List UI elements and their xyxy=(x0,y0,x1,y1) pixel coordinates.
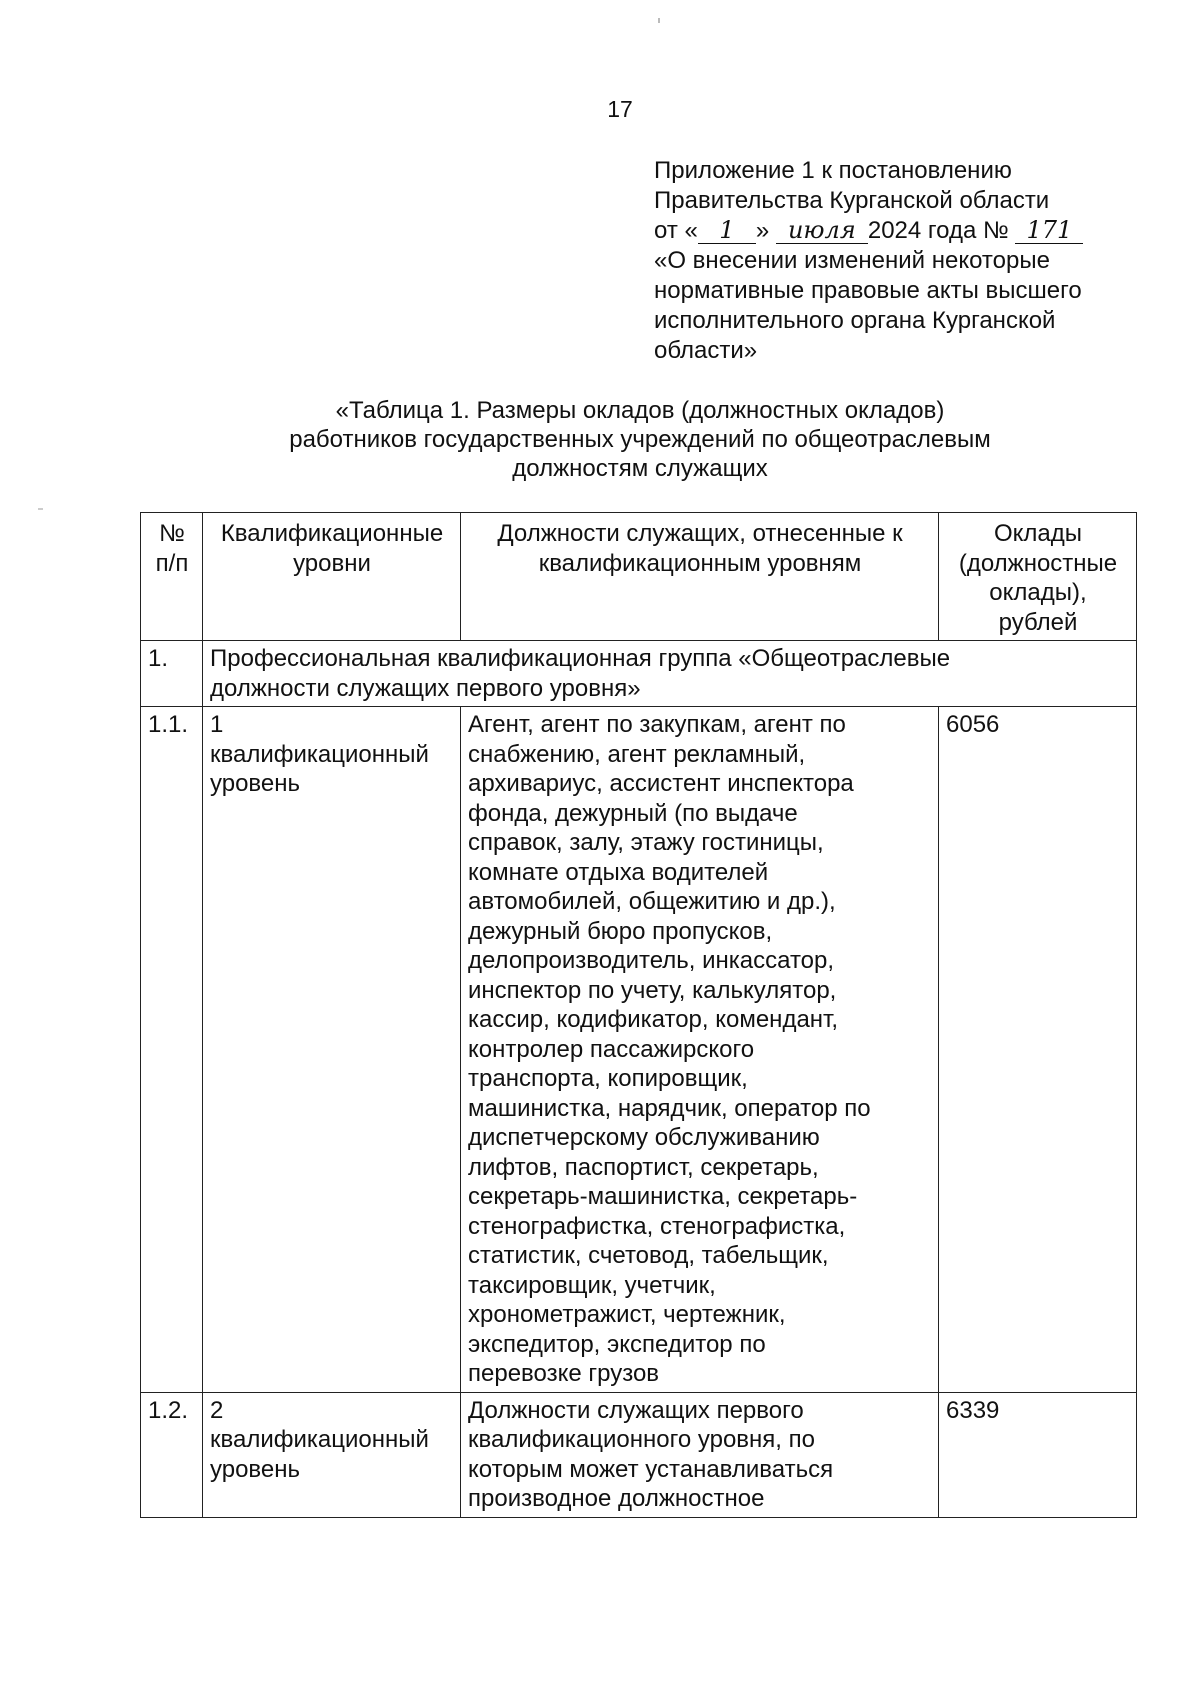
header-text: п/п xyxy=(155,549,189,577)
header-text: рублей xyxy=(998,608,1078,636)
handwritten-doc-number: 171 xyxy=(1015,219,1083,244)
positions-line: комнате отдыха водителей xyxy=(468,858,769,886)
table-title-line: должностям служащих xyxy=(512,455,768,482)
header-text: (должностные xyxy=(958,549,1118,577)
positions-line: машинистка, нарядчик, оператор по xyxy=(468,1094,871,1122)
handwritten-month: июля xyxy=(776,219,868,244)
positions-line: Агент, агент по закупкам, агент по xyxy=(468,711,846,738)
group-number: 1. xyxy=(141,641,203,707)
group-title-line: должности служащих первого уровня» xyxy=(210,674,641,702)
salary-table xyxy=(140,512,1137,1518)
table-header-row xyxy=(141,513,1137,641)
positions-line: делопроизводитель, инкассатор, xyxy=(468,947,835,974)
header-text: Квалификационные xyxy=(220,520,444,547)
positions-line: секретарь-машинистка, секретарь- xyxy=(468,1183,858,1210)
header-text: оклады), xyxy=(989,579,1087,606)
header-number xyxy=(141,513,203,641)
row-positions xyxy=(461,1392,939,1517)
table-row xyxy=(141,1392,1137,1517)
positions-line: инспектор по учету, калькулятор, xyxy=(468,976,837,1004)
level-text: 1 xyxy=(210,711,224,738)
appendix-line: Приложение 1 к постановлению xyxy=(654,157,1012,184)
header-text: квалификационным уровням xyxy=(538,549,862,577)
positions-line: транспорта, копировщик, xyxy=(468,1065,748,1092)
date-mid: » xyxy=(755,217,770,244)
handwritten-day: 1 xyxy=(698,219,756,244)
level-text: уровень xyxy=(210,770,301,797)
level-text: квалификационный xyxy=(210,740,429,768)
positions-line: хронометражист, чертежник, xyxy=(468,1301,786,1328)
appendix-block xyxy=(654,156,1174,366)
positions-line: стенографистка, стенографистка, xyxy=(468,1212,846,1240)
level-text: уровень xyxy=(210,1455,301,1483)
date-year: 2024 года № xyxy=(867,217,1009,244)
row-salary: 6056 xyxy=(939,707,1137,1393)
table-row xyxy=(141,707,1137,1393)
positions-line: дежурный бюро пропусков, xyxy=(468,917,773,945)
level-text: квалификационный xyxy=(210,1426,429,1453)
header-text: Должности служащих, отнесенные к xyxy=(497,520,903,547)
appendix-line: Правительства Курганской области xyxy=(654,187,1050,214)
positions-line: контролер пассажирского xyxy=(468,1035,755,1063)
positions-line: фонда, дежурный (по выдаче xyxy=(468,799,798,827)
appendix-line: исполнительного органа Курганской xyxy=(654,307,1056,334)
positions-line: автомобилей, общежитию и др.), xyxy=(468,888,836,915)
group-row xyxy=(141,641,1137,707)
positions-line: перевозке грузов xyxy=(468,1360,660,1387)
table-title xyxy=(140,396,1140,483)
positions-line: снабжению, агент рекламный, xyxy=(468,740,806,768)
header-text: Оклады xyxy=(993,520,1083,547)
group-title-line: Профессиональная квалификационная группа «Общеотраслевые xyxy=(210,645,951,672)
row-level xyxy=(203,707,461,1393)
positions-line: экспедитор, экспедитор по xyxy=(468,1330,766,1358)
positions-line: справок, залу, этажу гостиницы, xyxy=(468,829,824,856)
positions-line: диспетчерскому обслуживанию xyxy=(468,1124,820,1151)
positions-line: которым может устанавливаться xyxy=(468,1455,834,1483)
header-levels xyxy=(203,513,461,641)
group-title xyxy=(203,641,1137,707)
header-text: уровни xyxy=(293,549,371,577)
positions-line: производное должностное xyxy=(468,1485,765,1512)
appendix-line: нормативные правовые акты высшего xyxy=(654,277,1082,304)
positions-line: лифтов, паспортист, секретарь, xyxy=(468,1153,819,1181)
row-level xyxy=(203,1392,461,1517)
date-prefix: от « xyxy=(654,217,698,244)
positions-line: статистик, счетовод, табельщик, xyxy=(468,1242,829,1269)
appendix-line: области» xyxy=(654,337,758,364)
positions-line: таксировщик, учетчик, xyxy=(468,1271,716,1299)
header-positions xyxy=(461,513,939,641)
row-number: 1.1. xyxy=(141,707,203,1393)
appendix-line: «О внесении изменений некоторые xyxy=(654,247,1050,274)
positions-line: кассир, кодификатор, комендант, xyxy=(468,1006,839,1033)
scan-speck xyxy=(38,508,43,510)
row-number: 1.2. xyxy=(141,1392,203,1517)
scan-speck xyxy=(658,18,660,23)
table-title-line: работников государственных учреждений по общеотраслевым xyxy=(289,426,991,453)
appendix-date-line xyxy=(654,216,1174,246)
positions-line: Должности служащих первого xyxy=(468,1396,804,1424)
level-text: 2 xyxy=(210,1396,224,1424)
row-salary: 6339 xyxy=(939,1392,1137,1517)
row-positions xyxy=(461,707,939,1393)
header-text: № xyxy=(159,520,185,547)
positions-line: архивариус, ассистент инспектора xyxy=(468,770,854,797)
page-number: 17 xyxy=(607,96,633,122)
table-title-line: «Таблица 1. Размеры окладов (должностных окладов) xyxy=(335,397,945,424)
positions-line: квалификационного уровня, по xyxy=(468,1426,815,1453)
header-salary xyxy=(939,513,1137,641)
